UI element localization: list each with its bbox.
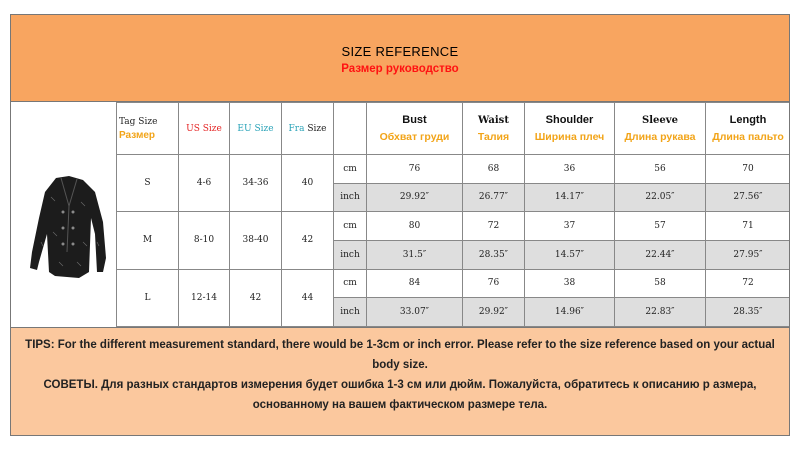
unit-cm: cm	[334, 155, 367, 184]
shoulder-cm: 36	[525, 155, 615, 184]
us-size-cell: 8-10	[179, 212, 230, 269]
chart-subtitle: Размер руководство	[341, 63, 459, 75]
fra-size-cell: 42	[282, 212, 334, 269]
bust-cm: 84	[367, 269, 463, 298]
eu-size-header: EU Size	[230, 103, 282, 155]
fra-size-suffix: Size	[307, 123, 327, 134]
tips-section	[11, 327, 789, 436]
unit-header	[334, 103, 367, 155]
chart-title: SIZE REFERENCE	[341, 44, 459, 59]
length-inch: 27.56″	[706, 183, 791, 212]
unit-cm: cm	[334, 269, 367, 298]
length-label: Length	[729, 113, 767, 126]
us-size-cell: 4-6	[179, 155, 230, 212]
length-inch: 27.95″	[706, 240, 791, 269]
table-row	[117, 212, 791, 241]
bust-label: Bust	[402, 113, 427, 126]
bust-cm: 80	[367, 212, 463, 241]
tag-size-label: Tag Size	[119, 116, 158, 127]
shoulder-inch: 14.96″	[525, 298, 615, 327]
eu-size-cell: 42	[230, 269, 282, 326]
length-label-ru: Длина пальто	[712, 130, 784, 143]
length-header	[706, 103, 791, 155]
tag-size-header	[117, 103, 179, 155]
sleeve-cm: 56	[615, 155, 706, 184]
fra-size-cell: 40	[282, 155, 334, 212]
waist-cm: 68	[463, 155, 525, 184]
bust-inch: 33.07″	[367, 298, 463, 327]
tag-size-cell: L	[117, 269, 179, 326]
unit-cm: cm	[334, 212, 367, 241]
product-photo	[11, 102, 117, 327]
length-inch: 28.35″	[706, 298, 791, 327]
sleeve-inch: 22.83″	[615, 298, 706, 327]
eu-size-cell: 34-36	[230, 155, 282, 212]
waist-cm: 72	[463, 212, 525, 241]
us-size-cell: 12-14	[179, 269, 230, 326]
waist-label: Waist	[478, 114, 509, 126]
shoulder-header	[525, 103, 615, 155]
shoulder-inch: 14.17″	[525, 183, 615, 212]
tag-size-label-ru: Размер	[119, 129, 156, 141]
bust-inch: 29.92″	[367, 183, 463, 212]
table-header-row	[117, 103, 791, 155]
black-blazer-image	[11, 102, 117, 327]
table-row	[117, 269, 791, 298]
shoulder-label: Shoulder	[545, 113, 594, 126]
sleeve-inch: 22.44″	[615, 240, 706, 269]
fra-size-cell: 44	[282, 269, 334, 326]
length-cm: 70	[706, 155, 791, 184]
length-cm: 71	[706, 212, 791, 241]
size-table	[116, 102, 790, 327]
waist-header	[463, 103, 525, 155]
eu-size-cell: 38-40	[230, 212, 282, 269]
bust-inch: 31.5″	[367, 240, 463, 269]
unit-inch: inch	[334, 240, 367, 269]
waist-label-ru: Талия	[477, 130, 510, 143]
shoulder-cm: 37	[525, 212, 615, 241]
sleeve-label-ru: Длина рукава	[624, 130, 696, 143]
waist-inch: 28.35″	[463, 240, 525, 269]
length-cm: 72	[706, 269, 791, 298]
unit-inch: inch	[334, 183, 367, 212]
size-chart	[10, 14, 790, 436]
size-table-area	[11, 102, 789, 327]
shoulder-cm: 38	[525, 269, 615, 298]
chart-header	[11, 15, 789, 102]
tips-russian: СОВЕТЫ. Для разных стандартов измерения будет ошибка 1-3 см или дюйм. Пожалуйста, обратитесь к описанию р азмера, основанному на вашем фактическом размере тела.	[43, 379, 757, 411]
bust-header	[367, 103, 463, 155]
sleeve-label: Sleeve	[642, 114, 678, 126]
waist-cm: 76	[463, 269, 525, 298]
fra-size-prefix: Fra	[288, 123, 305, 134]
us-size-header: US Size	[179, 103, 230, 155]
unit-inch: inch	[334, 298, 367, 327]
tag-size-cell: S	[117, 155, 179, 212]
sleeve-cm: 57	[615, 212, 706, 241]
tag-size-cell: M	[117, 212, 179, 269]
sleeve-header	[615, 103, 706, 155]
fra-size-header	[282, 103, 334, 155]
waist-inch: 29.92″	[463, 298, 525, 327]
table-row	[117, 155, 791, 184]
bust-cm: 76	[367, 155, 463, 184]
shoulder-label-ru: Ширина плеч	[534, 130, 605, 143]
tips-english: TIPS: For the different measurement standard, there would be 1-3cm or inch error. Please refer to the size reference based on your actual body size.	[25, 339, 775, 371]
shoulder-inch: 14.57″	[525, 240, 615, 269]
bust-label-ru: Обхват груди	[379, 130, 450, 143]
waist-inch: 26.77″	[463, 183, 525, 212]
sleeve-inch: 22.05″	[615, 183, 706, 212]
sleeve-cm: 58	[615, 269, 706, 298]
